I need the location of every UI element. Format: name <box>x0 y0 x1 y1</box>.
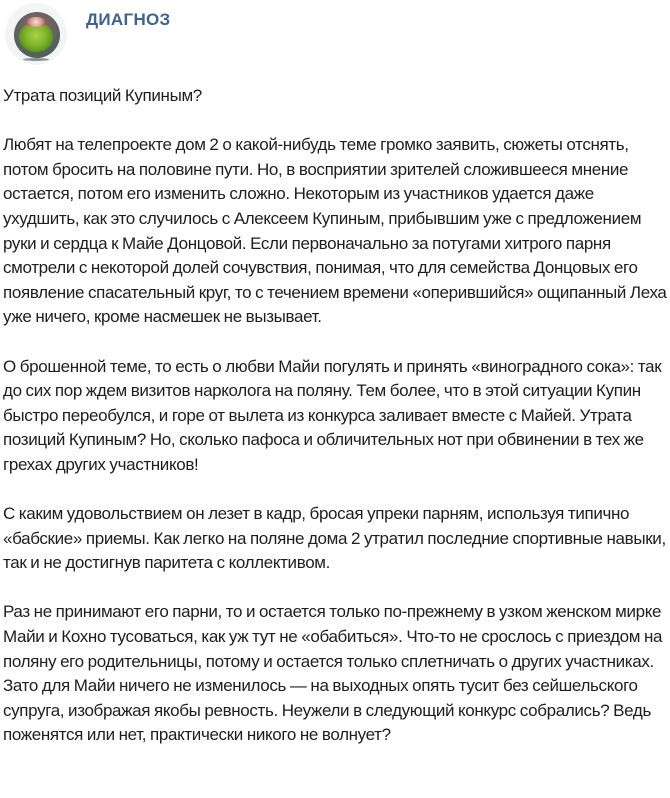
group-avatar[interactable] <box>5 3 67 65</box>
avatar-shadow-decoration <box>23 58 49 61</box>
post-paragraph-3: С каким удовольствием он лезет в кадр, бросая упреки парням, используя типично «бабские» приемы. Как легко на поляне дома 2 утратил последние спортивные навыки, так и не достигнув паритета с коллективом. <box>3 504 666 573</box>
post-body <box>3 84 667 773</box>
house-icon <box>26 17 46 27</box>
group-name-link[interactable]: ДИАГНОЗ <box>86 10 171 29</box>
post-paragraph-1: Любят на телепроекте дом 2 о какой-нибудь теме громко заявить, сюжеты отснять, потом бросить на половине пути. Но, в восприятии зрителей сложившееся мнение остается, потом его изменить сложно. Некоторым из участников удается даже ухудшить, как это случилось с Алексеем Купиным, прибывшим уже с предложением руки и сердца к Майе Донцовой. Если первоначально за потугами хитрого парня смотрели с некоторой долей сочувствия, понимая, что для семейства Донцовых его появление спасательный круг, то с течением времени «оперившийся» ощипанный Леха уже ничего, кроме насмешек не вызывает. <box>3 135 667 327</box>
post-title: Утрата позиций Купиным? <box>3 86 202 105</box>
post-paragraph-4: Раз не принимают его парни, то и остается только по-прежнему в узком женском мирке Майи и Кохно тусоваться, как уж тут не «обабиться». Что-то не срослось с приездом на поляну его родительницы, потому и остается только сплетничать о других участниках. Зато для Майи ничего не изменилось — на выходных опять тусит без сейшельского супруга, изображая якобы ревность. Неужели в следующий конкурс собрались? Ведь поженятся или нет, практически никого не волнует? <box>3 602 663 745</box>
post-paragraph-2: О брошенной теме, то есть о любви Майи погулять и принять «виноградного сока»: так до сих пор ждем визитов нарколога на поляну. Тем более, что в этой ситуации Купин быстро переобулся, и горе от вылета из конкурса заливает вместе с Майей. Утрата позиций Купиным? Но, сколько пафоса и обличительных нот при обвинении в тех же грехах других участников! <box>3 356 662 474</box>
post-header <box>0 0 670 68</box>
